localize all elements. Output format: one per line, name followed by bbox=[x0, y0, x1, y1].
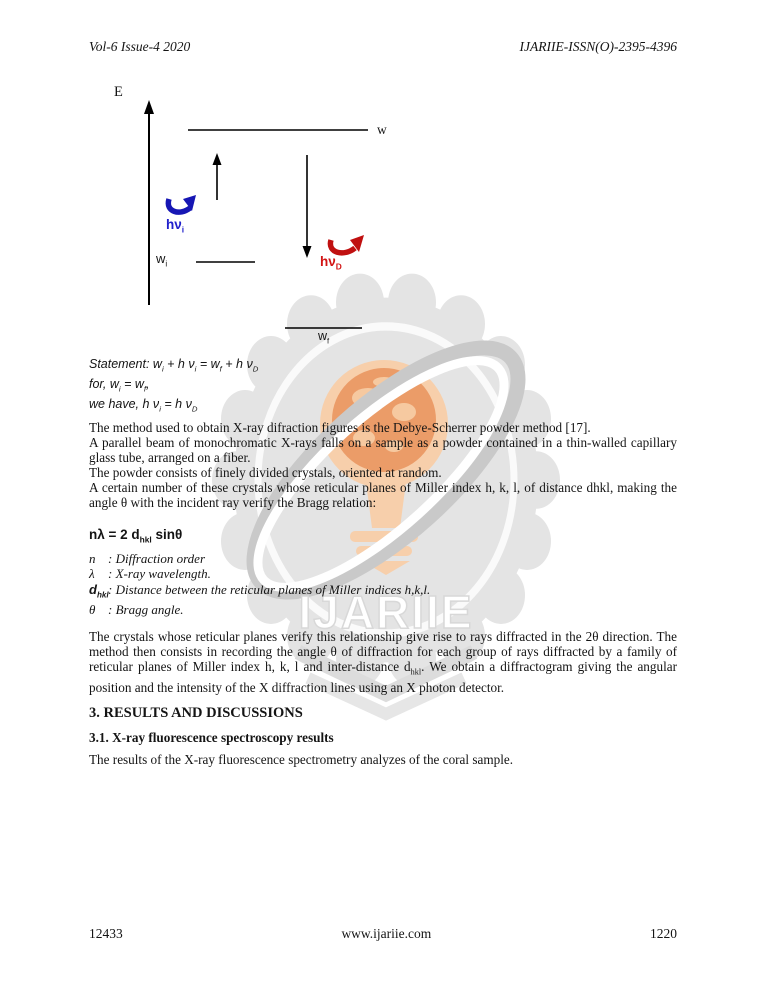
method-sentence: A certain number of these crystals whose reticular planes of Miller index h, k, l, of distance dhkl, making the angle θ with the incident ray verify the Bragg relation: bbox=[89, 480, 677, 510]
definition-row bbox=[89, 602, 677, 617]
initial-level-label: $w_i$ bbox=[156, 251, 168, 269]
definition-symbol: $d_{hkl}$ bbox=[89, 581, 109, 600]
definition-symbol: θ bbox=[89, 602, 96, 618]
header-volume-issue: Vol-6 Issue-4 2020 bbox=[89, 39, 191, 54]
definition-symbol: λ bbox=[89, 566, 95, 582]
journal-header bbox=[89, 39, 677, 55]
footer-page-number: 1220 bbox=[649, 926, 677, 941]
definitions-list bbox=[89, 551, 677, 618]
definition-text: : X-ray wavelength. bbox=[108, 566, 211, 582]
definition-text: : Bragg angle. bbox=[108, 602, 184, 618]
watermark-brand-text: IJARIIE bbox=[298, 586, 474, 638]
statement-line: we have, h $\nu_i = h$ $\nu_D$ bbox=[89, 397, 198, 414]
discussion-paragraph: The crystals whose reticular planes verify this relationship give rise to rays diffracted in the 2θ direction. The method then consists in recording the angle θ of diffraction for each group of rays diffracted by a family of reticular planes of Miller index h, k, l and inter-distance $d_{hkl}$. We obtain a diffractogram giving the angular position and the intensity of the X diffraction lines using an X photon detector. bbox=[89, 629, 677, 695]
incident-photon-label: $h\nu_i$ bbox=[166, 217, 185, 235]
footer-website: www.ijariie.com bbox=[341, 926, 432, 941]
emitted-photon-label: $h\nu_D$ bbox=[320, 254, 342, 272]
definition-row bbox=[89, 582, 677, 603]
results-heading: 3. RESULTS AND DISCUSSIONS bbox=[89, 705, 303, 721]
method-sentence: The method used to obtain X-ray difraction figures is the Debye-Scherrer powder method [17]. bbox=[89, 420, 591, 435]
header-issn: IJARIIE-ISSN(O)-2395-4396 bbox=[519, 39, 677, 54]
definition-text: : Distance between the reticular planes of Miller indices h,k,l. bbox=[108, 581, 431, 597]
final-level-label: $w_f$ bbox=[318, 329, 330, 346]
statement-block bbox=[89, 357, 677, 417]
definition-text: : Diffraction order bbox=[108, 551, 206, 566]
upper-level-label: w bbox=[377, 122, 387, 137]
results-subheading: 3.1. X-ray fluorescence spectroscopy results bbox=[89, 730, 334, 745]
definition-row bbox=[89, 566, 677, 581]
definition-row bbox=[89, 551, 677, 566]
method-sentence: The powder consists of finely divided crystals, oriented at random. bbox=[89, 465, 442, 480]
bragg-equation: nλ = 2 $d_{hkl}$ sinθ bbox=[89, 527, 183, 545]
page-footer bbox=[89, 926, 677, 942]
statement-line: Statement: $w_i + h$ $\nu_i = w_f + h$ $\nu_D$ bbox=[89, 357, 259, 374]
definition-symbol: n bbox=[89, 551, 96, 566]
statement-line: for, $w_i = w_f$, bbox=[89, 377, 150, 394]
energy-axis-label: E bbox=[114, 84, 123, 100]
method-paragraph bbox=[89, 420, 677, 510]
results-body: The results of the X-ray fluorescence spectrometry analyzes of the coral sample. bbox=[89, 752, 514, 767]
method-sentence: A parallel beam of monochromatic X-rays falls on a sample as a powder contained in a thin-walled capillary glass tube, arranged on a fiber. bbox=[89, 435, 677, 465]
footer-page-id: 12433 bbox=[89, 926, 123, 941]
